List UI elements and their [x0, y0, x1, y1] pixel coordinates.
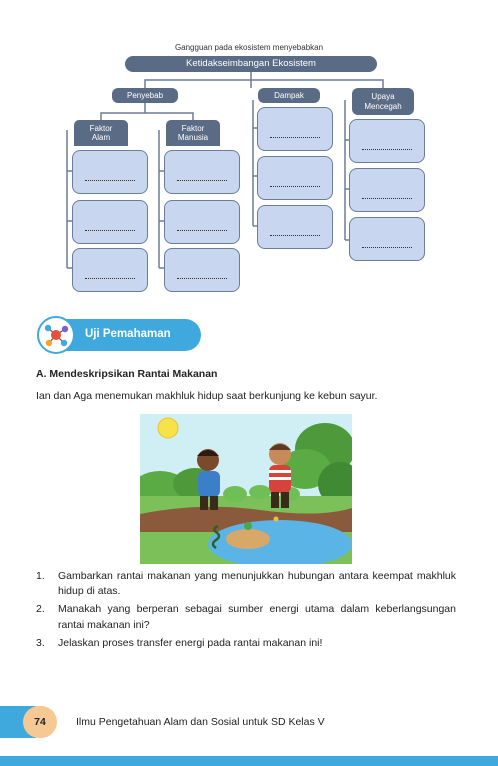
question-text: Manakah yang berperan sebagai sumber energi utama dalam keberlangsungan rantai makanan ini?: [58, 603, 456, 631]
answer-blank-line: [270, 137, 320, 138]
faktor-alam-blank-2[interactable]: [72, 200, 148, 244]
dampak-node: Dampak: [258, 88, 320, 103]
question-number: 2.: [36, 603, 45, 616]
question-item: [36, 569, 456, 599]
question-text: Jelaskan proses transfer energi pada rantai makanan ini!: [58, 636, 323, 649]
section-a-intro: Ian dan Aga menemukan makhluk hidup saat berkunjung ke kebun sayur.: [36, 390, 378, 402]
answer-blank-line: [85, 180, 135, 181]
page-number: 74: [23, 706, 57, 738]
question-item: [36, 602, 456, 632]
upaya-blank-1[interactable]: [349, 119, 425, 163]
faktor-alam-node: Faktor Alam: [74, 120, 128, 146]
concept-map-main-node: Ketidakseimbangan Ekosistem: [125, 56, 377, 72]
answer-blank-line: [177, 230, 227, 231]
banner-label: Uji Pemahaman: [85, 328, 171, 340]
garden-illustration: [140, 414, 352, 564]
question-number: 1.: [36, 570, 45, 582]
molecule-icon: [37, 316, 75, 354]
answer-blank-line: [362, 247, 412, 248]
bottom-stripe: [0, 756, 498, 766]
book-title: Ilmu Pengetahuan Alam dan Sosial untuk SD Kelas V: [76, 716, 325, 728]
faktor-manusia-blank-3[interactable]: [164, 248, 240, 292]
question-number: 3.: [36, 636, 45, 649]
faktor-manusia-blank-1[interactable]: [164, 150, 240, 194]
upaya-blank-3[interactable]: [349, 217, 425, 261]
answer-blank-line: [85, 230, 135, 231]
question-item: [36, 636, 456, 651]
answer-blank-line: [362, 149, 412, 150]
dampak-blank-3[interactable]: [257, 205, 333, 249]
dampak-blank-1[interactable]: [257, 107, 333, 151]
faktor-alam-blank-1[interactable]: [72, 150, 148, 194]
answer-blank-line: [270, 186, 320, 187]
answer-blank-line: [362, 198, 412, 199]
section-a-heading: A. Mendeskripsikan Rantai Makanan: [36, 368, 218, 380]
question-text: Gambarkan rantai makanan yang menunjukkan hubungan antara keempat makhluk hidup di atas.: [58, 570, 456, 598]
upaya-mencegah-node: Upaya Mencegah: [352, 88, 414, 115]
upaya-blank-2[interactable]: [349, 168, 425, 212]
answer-blank-line: [177, 278, 227, 279]
faktor-manusia-node: Faktor Manusia: [166, 120, 220, 146]
dampak-blank-2[interactable]: [257, 156, 333, 200]
penyebab-node: Penyebab: [112, 88, 178, 103]
faktor-manusia-blank-2[interactable]: [164, 200, 240, 244]
question-list: [36, 569, 456, 654]
answer-blank-line: [85, 278, 135, 279]
faktor-alam-blank-3[interactable]: [72, 248, 148, 292]
answer-blank-line: [177, 180, 227, 181]
concept-map-pretitle: Gangguan pada ekosistem menyebabkan: [174, 43, 324, 52]
answer-blank-line: [270, 235, 320, 236]
